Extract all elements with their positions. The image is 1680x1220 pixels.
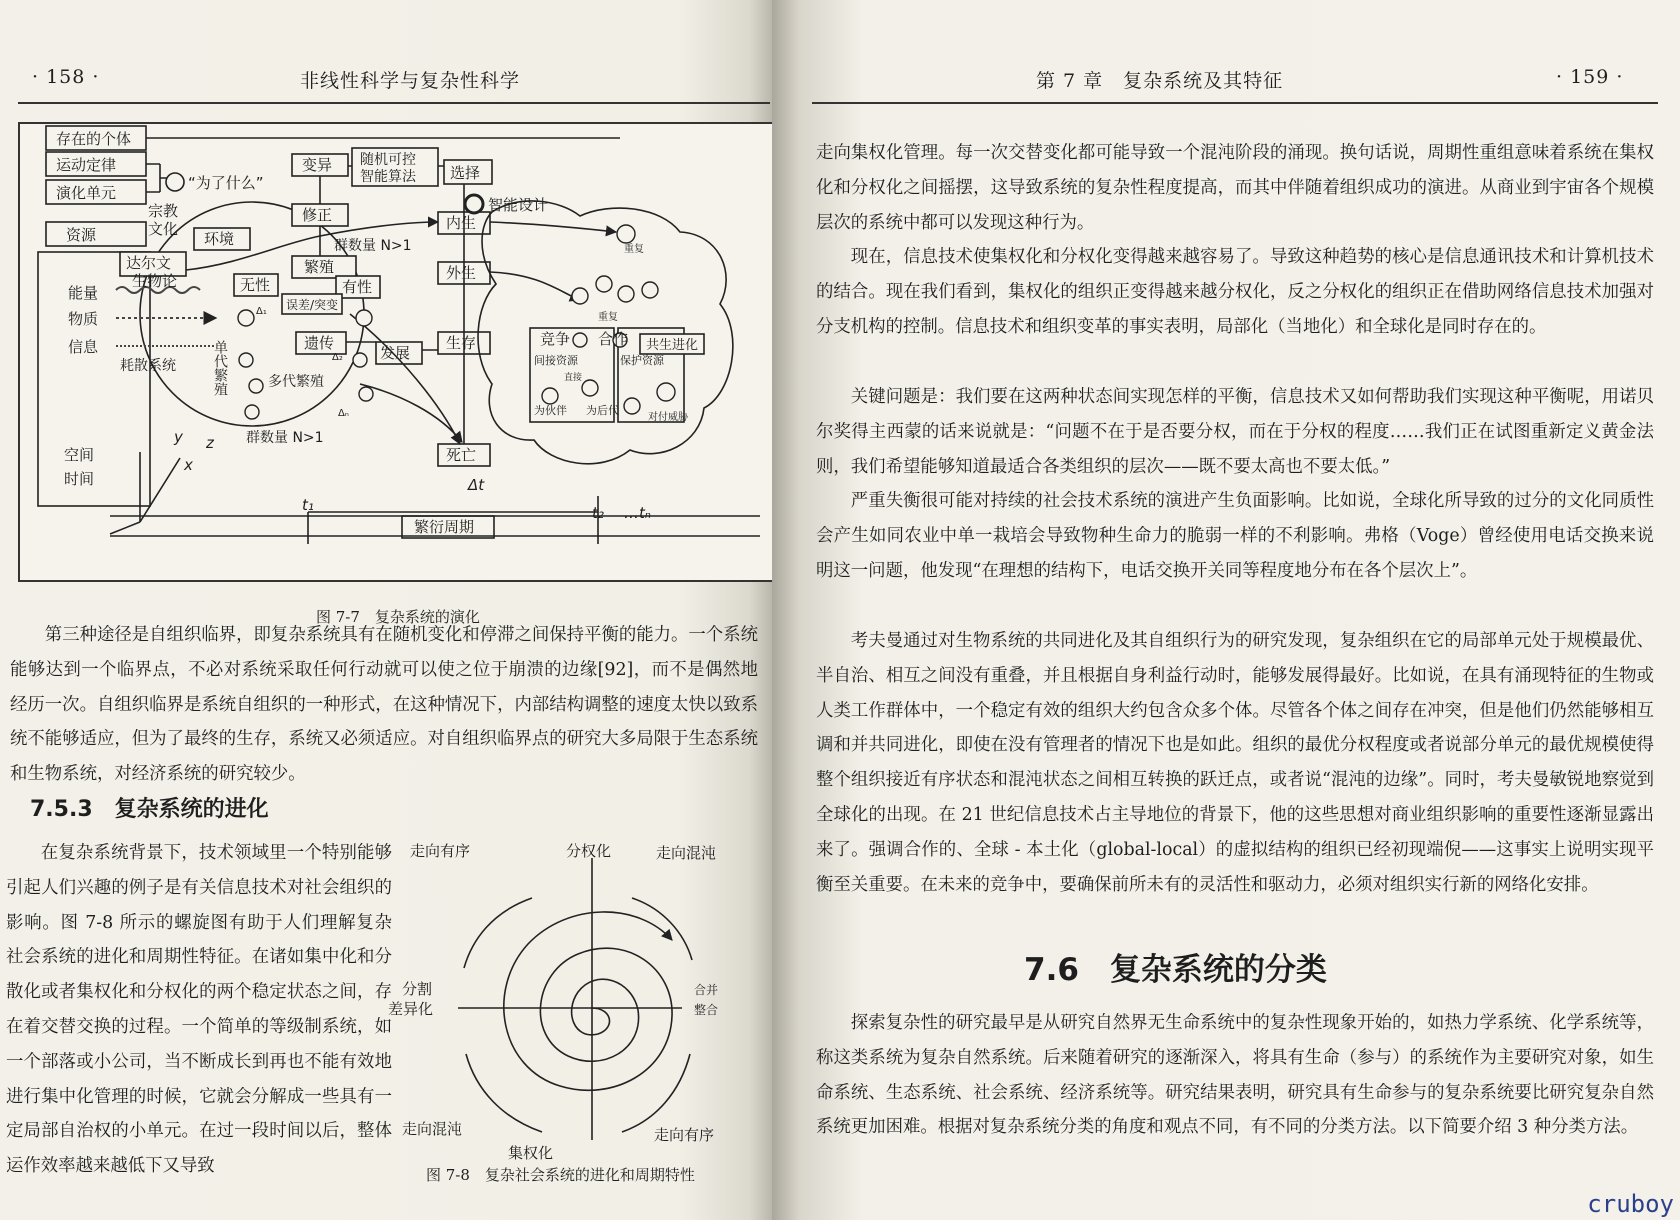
label-single-gen: 单代繁殖: [212, 340, 228, 396]
fig-labels: [56, 130, 698, 536]
label-right-2: 整合: [694, 1003, 719, 1017]
label-repeat2: 重复: [598, 312, 618, 323]
label-t2: t₂: [592, 504, 604, 522]
label-threat: 对付威胁: [648, 412, 688, 423]
label-endogenous: 内生: [446, 214, 477, 232]
label-religion: 宗教: [148, 202, 179, 220]
left-page: [0, 0, 772, 1220]
watermark: cruboy: [1587, 1190, 1674, 1218]
left-running-head: 非线性科学与复杂性科学: [300, 70, 521, 92]
label-t1: t₁: [302, 496, 314, 514]
label-repeat1: 重复: [624, 244, 644, 255]
spiral-labels: [388, 842, 718, 1162]
fig-inputs: [116, 287, 216, 346]
label-left-1: 分割: [402, 980, 433, 998]
label-offspring: 为后代: [586, 404, 619, 417]
label-cooperation: 合作: [598, 330, 629, 348]
label-deltaN: Δₙ: [338, 408, 349, 419]
label-dt: Δt: [468, 476, 485, 494]
outer-arc-top-left: [464, 898, 532, 968]
paragraph-self-organized-criticality: 第三种途径是自组织临界，即复杂系统具有在随机变化和停滞之间保持平衡的能力。一个系统能够达到一个临界点，不必对系统采取任何行动就可以使之位于崩溃的边缘[92]，而不是偶然地经历一次。自组织临界是系统自组织的一种形式，在这种情况下，内部结构调整的速度太快以致系统不能够适应，但为了最终的生存，系统又必须适应。对自组织临界点的研究大多局限于生态系统和生物系统，对经济系统的研究较少。: [10, 625, 758, 785]
label-smart-algo: 智能算法: [360, 169, 416, 185]
label-cycle: 繁衍周期: [414, 518, 475, 536]
label-top: 分权化: [566, 842, 612, 860]
right-running-head: 第 7 章 复杂系统及其特征: [1036, 70, 1284, 92]
left-page-number: · 158 ·: [32, 66, 100, 88]
arrow-to-death-2: [360, 384, 462, 442]
right-page: [772, 0, 1680, 1220]
label-reproduction: 繁殖: [304, 258, 335, 276]
label-tn: …tₙ: [624, 504, 651, 522]
label-axis-z: z: [206, 434, 214, 452]
label-asexual: 无性: [240, 276, 271, 294]
label-top-right: 走向混沌: [656, 844, 717, 862]
label-exogenous: 外生: [446, 264, 477, 282]
paragraph-voge: 严重失衡很可能对持续的社会技术系统的演进产生负面影响。比如说，全球化所导致的过分的文化同质性会产生如同农业中单一栽培会导致物种生命力的脆弱一样的不利影响。弗格（Voge）曾经使用电话交换来说明这一问题，他发现“在理想的结构下，电话交换开关同等程度地分布在各个层次上”。: [816, 491, 1654, 581]
label-partner: 为伙伴: [534, 404, 567, 417]
figure-7-8-spiral: [388, 840, 752, 1170]
label-group2: 群数量 N>1: [246, 430, 324, 446]
label-bottom: 集权化: [508, 1144, 554, 1162]
label-survival: 生存: [446, 334, 477, 352]
label-delta1: Δ₁: [256, 306, 267, 317]
label-time: 时间: [64, 470, 95, 488]
label-direct: 直接: [564, 373, 583, 383]
outer-arc-bottom-left: [466, 1054, 542, 1132]
left-header-rule: [18, 102, 770, 104]
label-dissipative: 耗散系统: [120, 358, 176, 374]
label-culture: 文化: [148, 220, 179, 238]
label-protect-resource: 保护资源: [620, 354, 664, 367]
figure-7-7-diagram: [20, 124, 772, 580]
right-page-number: · 159 ·: [1556, 66, 1624, 88]
right-header-rule: [812, 102, 1658, 104]
label-darwin: 达尔文: [126, 254, 172, 272]
label-correction: 修正: [302, 206, 333, 224]
paragraph-spiral: 在复杂系统背景下，技术领域里一个特别能够引起人们兴趣的例子是有关信息技术对社会组织的影响。图 7-8 所示的螺旋图有助于人们理解复杂社会系统的进化和周期性特征。在诸如集中化和分散化或者集权化和分权化的两个稳定状态之间，存在着交替交换的过程。一个简单的等级制系统，如一个部落或小公司，当不断成长到再也不能有效地进行集中化管理的时候，它就会分解成一些具有一定局部自治权的小单元。在过一段时间以后，整体运作效率越来越低下又导致: [6, 843, 392, 1177]
label-selection: 选择: [450, 164, 481, 182]
label-mutation: 误差/突变: [286, 298, 339, 312]
label-multi-gen: 多代繁殖: [268, 374, 324, 390]
label-axis-x: x: [184, 456, 193, 474]
figure-7-7: [18, 122, 774, 582]
label-competition: 竞争: [540, 330, 571, 348]
label-group1: 群数量 N>1: [334, 238, 412, 254]
paragraph-simon: 关键问题是：我们要在这两种状态间实现怎样的平衡，信息技术又如何帮助我们实现这种平衡呢，用诺贝尔奖得主西蒙的话来说就是：“问题不在于是否要分权，而在于分权的程度……我们正在试图重新定义黄金法则，我们希望能够知道最适合各类组织的层次——既不要太高也不要太低。”: [816, 387, 1654, 477]
label-random-control: 随机可控: [360, 152, 416, 168]
section-heading-7-5-3: 7.5.3 复杂系统的进化: [30, 797, 269, 822]
paragraph-classification: 探索复杂性的研究最早是从研究自然界无生命系统中的复杂性现象开始的，如热力学系统、化学系统等，称这类系统为复杂自然系统。后来随着研究的逐渐深入，将具有生命（参与）的系统作为主要研究对象，如生命系统、生态系统、社会系统、经济系统等。研究结果表明，研究具有生命参与的复杂系统要比研究复杂自然系统更加困难。根据对复杂系统分类的角度和观点不同，有不同的分类方法。以下简要介绍 3 种分类方法。: [816, 1013, 1654, 1138]
label-death: 死亡: [446, 446, 477, 464]
label-motion-law: 运动定律: [56, 156, 117, 174]
label-why: “为了什么”: [188, 174, 264, 192]
figure-7-8-caption: 图 7-8 复杂社会系统的进化和周期特性: [426, 1166, 695, 1184]
label-individual: 存在的个体: [56, 130, 132, 148]
label-variation: 变异: [302, 156, 333, 174]
label-indirect-resource: 间接资源: [534, 354, 578, 367]
label-development: 发展: [380, 344, 411, 362]
fig-structure: [38, 126, 760, 544]
label-resource: 资源: [66, 226, 97, 244]
label-bottom-right: 走向有序: [654, 1126, 715, 1144]
label-matter: 物质: [68, 310, 99, 328]
label-sexual: 有性: [342, 278, 373, 296]
spiral-lines: [458, 858, 692, 1140]
label-delta2: Δ₂: [332, 352, 343, 363]
label-heredity: 遗传: [304, 334, 335, 352]
label-energy: 能量: [68, 284, 99, 302]
arrow-exogenous: [490, 272, 580, 300]
label-space: 空间: [64, 446, 95, 464]
label-bottom-left: 走向混沌: [402, 1120, 463, 1138]
label-top-left: 走向有序: [410, 842, 471, 860]
label-left-2: 差异化: [388, 1000, 434, 1018]
label-axis-y: y: [174, 428, 183, 446]
why-circle: [166, 173, 184, 191]
spiral-curve: [504, 912, 672, 1090]
figure-7-8: [388, 840, 752, 1170]
label-information: 信息: [68, 338, 99, 356]
label-right-1: 合并: [694, 983, 719, 997]
paragraph-centralization: 走向集权化管理。每一次交替变化都可能导致一个混沌阶段的涌现。换句话说，周期性重组意味着系统在集权化和分权化之间摇摆，这导致系统的复杂性程度提高，而其中伴随着组织成功的演进。从商业到宇宙各个规模层次的系统中都可以发现这种行为。: [816, 143, 1654, 233]
label-biology: 生物论: [132, 272, 178, 290]
section-heading-7-6: 7.6 复杂系统的分类: [1024, 952, 1327, 988]
outer-arc-top-right: [632, 898, 692, 960]
paragraph-kauffman: 考夫曼通过对生物系统的共同进化及其自组织行为的研究发现，复杂组织在它的局部单元处于规模最优、半自治、相互之间没有重叠，并且根据自身利益行动时，能够发展得最好。比如说，在具有涌现特征的生物或人类工作群体中，一个稳定有效的组织大约包含众多个体。尽管各个体之间存在冲突，但是他们仍然能够相互调和并共同进化，即使在没有管理者的情况下也是如此。组织的最优分权程度或者说部分单元的最优规模使得整个组织接近有序状态和混沌状态之间相互转换的跃迁点，或者说“混沌的边缘”。同时，考夫曼敏锐地察觉到全球化的出现。在 21 世纪信息技术占主导地位的背景下，他的这些思想对商业组织影响的重要性逐渐显露出来了。强调合作的、全球 - 本土化（global-local）的虚拟结构的组织已经初现端倪——这事实上说明实现平衡至关重要。在未来的竞争中，要确保前所未有的灵活性和驱动力，必须对组织实行新的网络化安排。: [816, 631, 1654, 895]
arrow-to-repeat: [490, 222, 616, 232]
label-symbiosis: 共生进化: [646, 338, 699, 353]
label-intelligent-design: 智能设计: [488, 196, 549, 214]
figure-7-7-caption: 图 7-7 复杂系统的演化: [316, 608, 480, 626]
paragraph-it-trend: 现在，信息技术使集权化和分权化变得越来越容易了。导致这种趋势的核心是信息通讯技术和计算机技术的结合。现在我们看到，集权化的组织正变得越来越分权化，反之分权化的组织正在借助网络信息技术加强对分支机构的控制。信息技术和组织变革的事实表明，局部化（当地化）和全球化是同时存在的。: [816, 247, 1654, 337]
outer-arc-bottom-right: [622, 1054, 690, 1132]
label-environment: 环境: [204, 230, 235, 248]
label-evolution-unit: 演化单元: [56, 184, 117, 202]
